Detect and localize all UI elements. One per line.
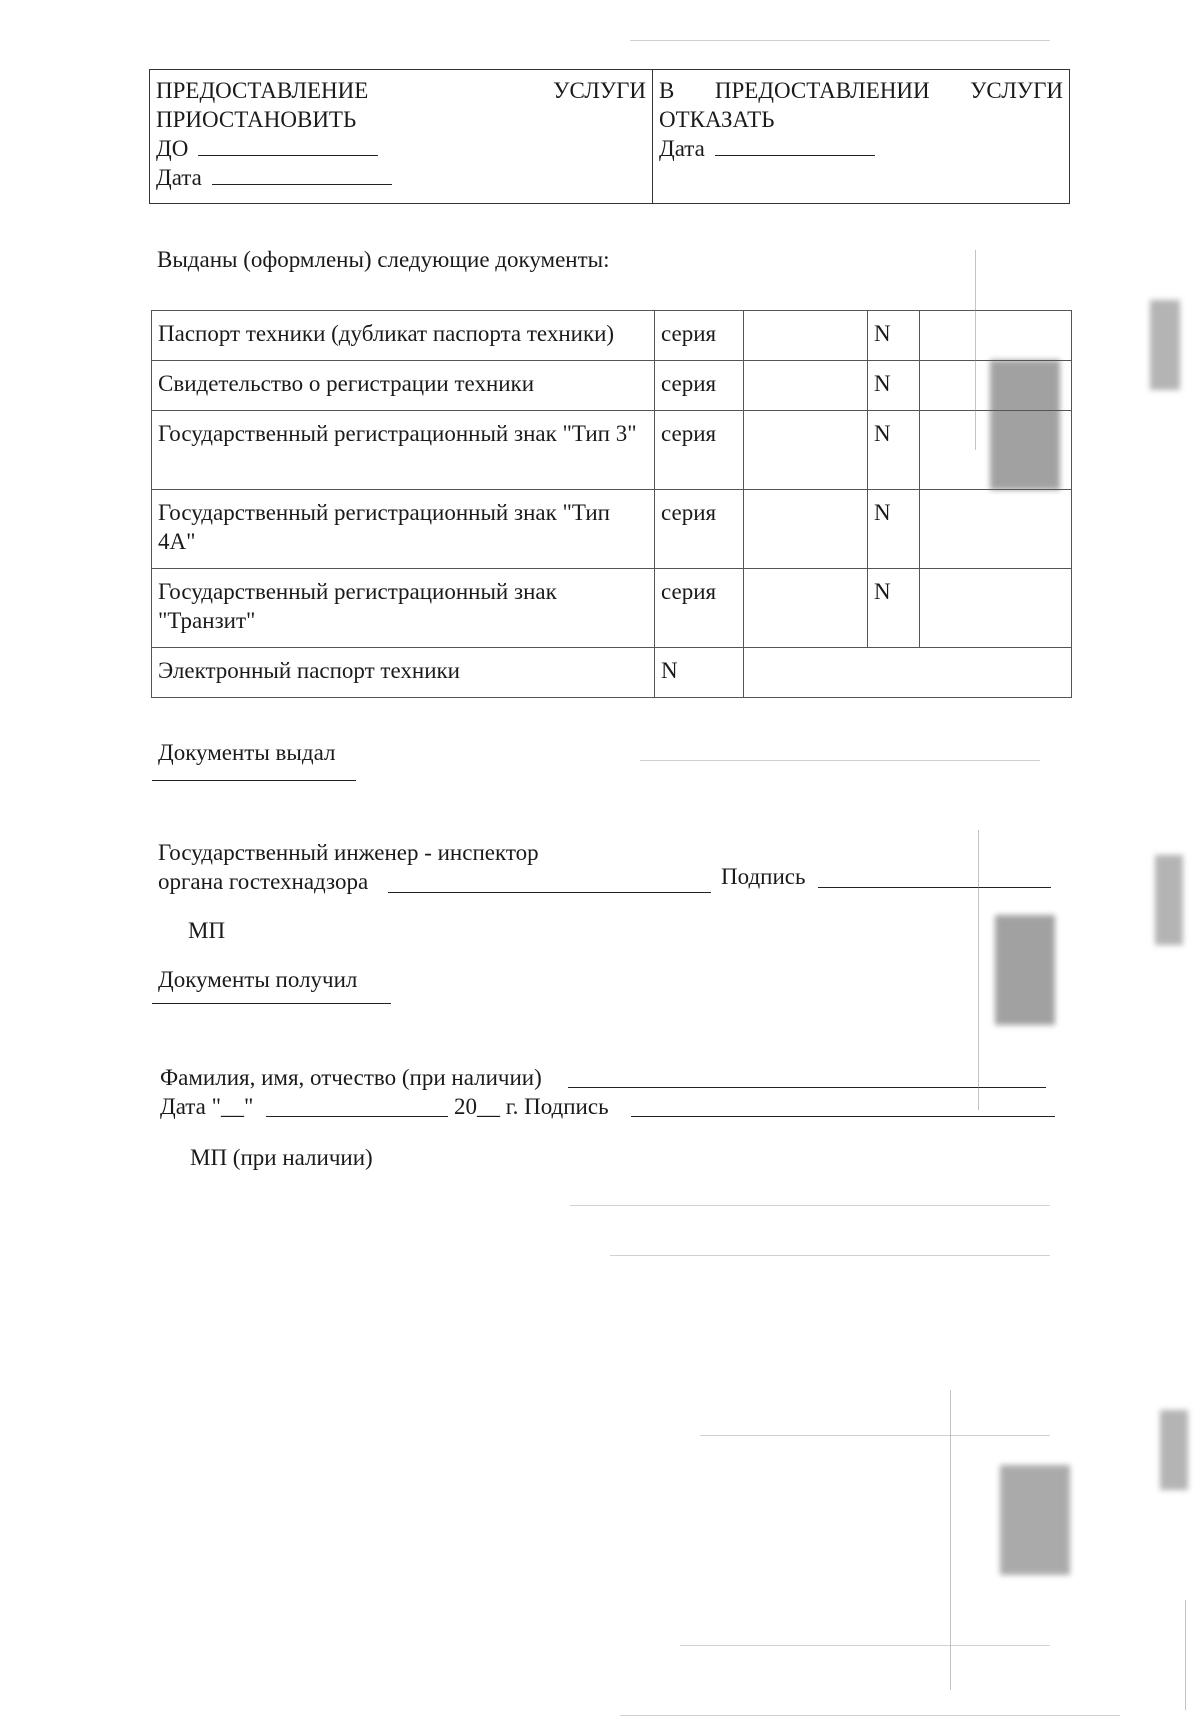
scan-smudge	[1155, 855, 1183, 945]
receiver-signature-field[interactable]	[631, 1116, 1055, 1117]
inspector-signature-label: Подпись	[721, 864, 806, 889]
refuse-date-label: Дата	[659, 136, 705, 161]
received-by-underline	[152, 1003, 391, 1004]
doc-row	[152, 490, 1072, 569]
doc-row	[152, 311, 1072, 361]
scan-line	[1185, 1600, 1186, 1710]
suspend-heading-word1: ПРЕДОСТАВЛЕНИЕ	[156, 78, 369, 103]
refuse-heading-w3: УСЛУГИ	[970, 78, 1063, 103]
doc-row	[152, 361, 1072, 411]
doc-name: Государственный регистрационный знак "Тип 3"	[152, 411, 655, 490]
scan-dash	[630, 40, 1050, 41]
series-label: серия	[655, 311, 744, 361]
refuse-heading-line2: ОТКАЗАТЬ	[659, 107, 775, 132]
number-value-cell[interactable]	[920, 490, 1072, 569]
suspend-cell	[150, 70, 653, 203]
refuse-heading-w2: ПРЕДОСТАВЛЕНИИ	[714, 78, 930, 103]
series-label: серия	[655, 361, 744, 411]
suspend-date-row	[156, 163, 646, 192]
scan-line	[975, 250, 976, 450]
number-label: N	[868, 361, 920, 411]
scan-smudge	[1160, 1410, 1188, 1490]
scan-smudge	[1000, 1465, 1070, 1575]
issued-docs-table	[151, 310, 1072, 698]
doc-name: Государственный регистрационный знак "Тип 4А"	[152, 490, 655, 569]
full-name-label: Фамилия, имя, отчество (при наличии)	[160, 1065, 542, 1090]
suspend-until-row	[156, 134, 646, 163]
scan-line	[978, 830, 979, 1110]
year-and-signature-label: 20__ г. Подпись	[454, 1094, 609, 1119]
received-by-label: Документы получил	[158, 967, 358, 992]
doc-name: Свидетельство о регистрации техники	[152, 361, 655, 411]
refuse-cell	[653, 70, 1069, 203]
number-label: N	[868, 569, 920, 648]
series-value-cell[interactable]	[744, 569, 868, 648]
series-value-cell[interactable]	[744, 311, 868, 361]
issued-by-underline	[152, 780, 356, 781]
date-prefix: Дата "__"	[160, 1094, 254, 1119]
inspector-signature-field[interactable]	[818, 887, 1051, 888]
refuse-date-row	[659, 134, 1063, 163]
suspend-date-field[interactable]	[212, 164, 392, 185]
full-name-field[interactable]	[568, 1087, 1046, 1088]
refuse-date-field[interactable]	[715, 135, 875, 156]
scan-dash	[610, 1255, 1050, 1256]
scan-smudge	[995, 915, 1055, 1025]
scan-dash	[680, 1645, 1050, 1646]
series-value-cell[interactable]	[744, 411, 868, 490]
suspend-date-label: Дата	[156, 165, 202, 190]
received-by-stamp: МП (при наличии)	[190, 1145, 373, 1170]
scan-smudge	[990, 360, 1060, 490]
doc-row	[152, 569, 1072, 648]
inspector-block	[158, 838, 539, 896]
decision-box	[149, 69, 1070, 204]
doc-name: Государственный регистрационный знак "Транзит"	[152, 569, 655, 648]
doc-name: Электронный паспорт техники	[152, 648, 655, 698]
doc-row	[152, 411, 1072, 490]
refuse-heading-w1: В	[659, 78, 675, 103]
issued-by-stamp: МП	[188, 918, 226, 943]
number-label: N	[868, 411, 920, 490]
inspector-line2: органа гостехнадзора	[158, 869, 369, 894]
series-value-cell[interactable]	[744, 490, 868, 569]
doc-row	[152, 648, 1072, 698]
number-value-cell[interactable]	[744, 648, 1072, 698]
doc-name: Паспорт техники (дубликат паспорта техники)	[152, 311, 655, 361]
scan-smudge	[1150, 300, 1180, 390]
series-value-cell[interactable]	[744, 361, 868, 411]
number-value-cell[interactable]	[920, 311, 1072, 361]
number-value-cell[interactable]	[920, 569, 1072, 648]
number-label: N	[868, 490, 920, 569]
scan-dash	[570, 1205, 1050, 1206]
scan-dash	[620, 1715, 1120, 1716]
suspend-until-field[interactable]	[198, 135, 378, 156]
suspend-heading-word2: УСЛУГИ	[553, 78, 646, 103]
number-label: N	[868, 311, 920, 361]
suspend-heading-line2: ПРИОСТАНОВИТЬ	[156, 107, 357, 132]
suspend-until-label: ДО	[156, 136, 189, 161]
scan-dash	[700, 1435, 1050, 1436]
number-label: N	[655, 648, 744, 698]
issued-by-label: Документы выдал	[158, 740, 336, 765]
issued-docs-heading: Выданы (оформлены) следующие документы:	[157, 247, 610, 272]
series-label: серия	[655, 411, 744, 490]
series-label: серия	[655, 490, 744, 569]
scan-dash	[640, 760, 1040, 761]
date-month-field[interactable]	[266, 1116, 448, 1117]
inspector-line1: Государственный инженер - инспектор	[158, 840, 539, 865]
series-label: серия	[655, 569, 744, 648]
suspend-heading	[156, 76, 646, 105]
refuse-heading	[659, 76, 1063, 105]
inspector-name-field[interactable]	[388, 892, 711, 893]
